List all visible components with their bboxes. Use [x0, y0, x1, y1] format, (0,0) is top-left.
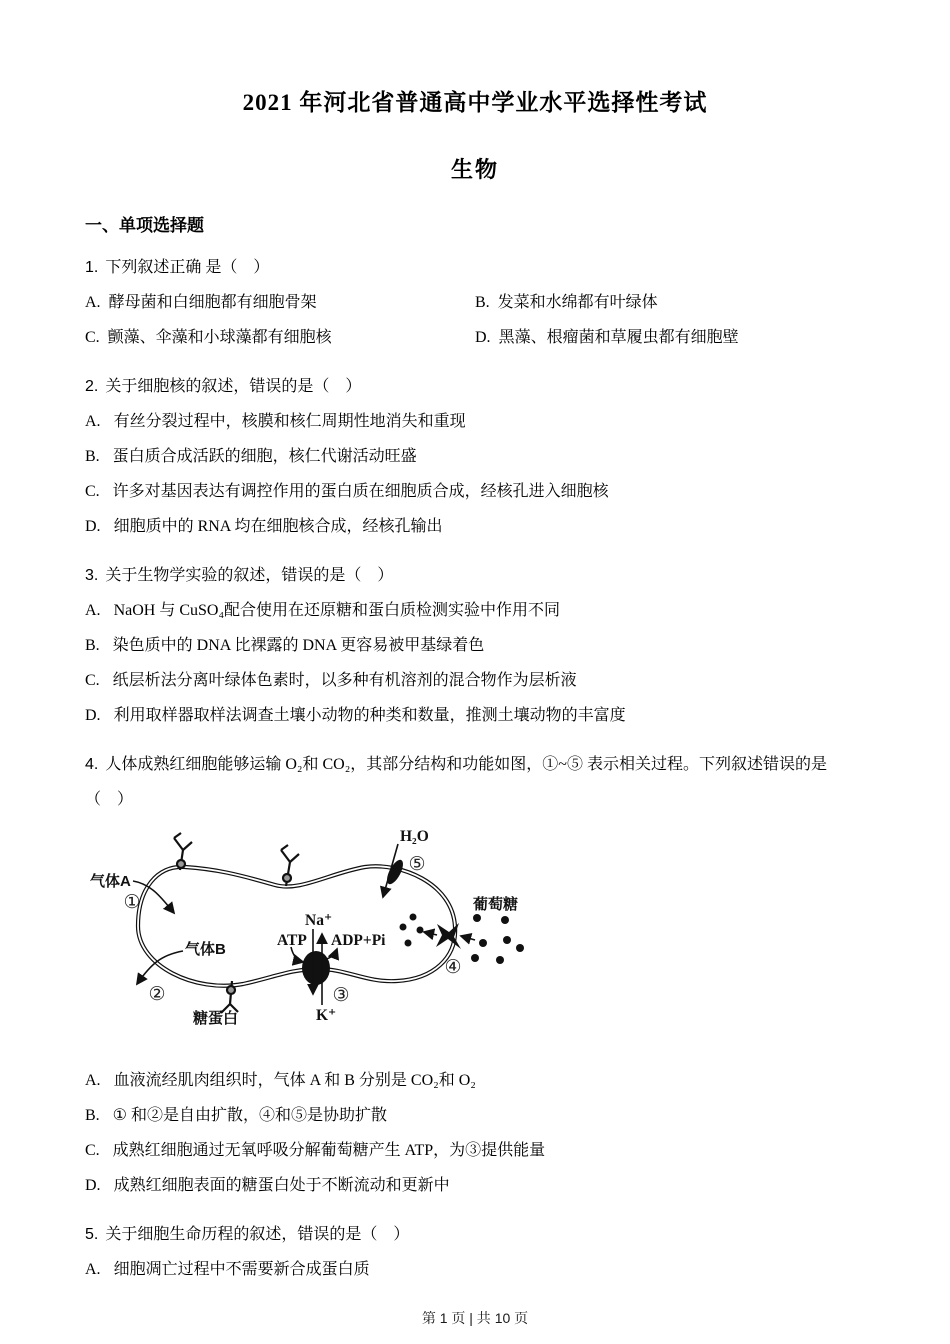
question-number: 2.: [85, 378, 99, 395]
process-4-marker: ④: [444, 957, 462, 978]
section-heading: 一、单项选择题: [85, 216, 204, 235]
option-b: [85, 1098, 865, 1133]
option-b: [475, 285, 865, 320]
option-a: [85, 593, 865, 628]
option-label: C.: [85, 1142, 100, 1159]
option-label: D.: [85, 707, 101, 724]
cell-transport-diagram: [85, 823, 565, 1038]
option-c: [85, 1133, 865, 1168]
question-stem: [85, 558, 865, 593]
option-label: A.: [85, 413, 101, 430]
option-text: 颤藻、伞藻和小球藻都有细胞核: [107, 329, 332, 346]
option-label: D.: [85, 1177, 101, 1194]
option-label: A.: [85, 294, 101, 311]
question-stem-text: 人体成熟红细胞能够运输 O₂和 CO₂，其部分结构和功能如图，①~⑤ 表示相关过程。下列叙述错误的是: [105, 756, 827, 773]
option-row: [85, 285, 865, 320]
page-subtitle: 生物: [450, 157, 499, 182]
water-label: H₂O: [400, 828, 429, 845]
question-stem: [85, 747, 865, 782]
question-stem: [85, 1217, 865, 1252]
question-1: [85, 250, 865, 355]
option-label: D.: [85, 518, 101, 535]
option-d: [85, 1168, 865, 1203]
question-4: [85, 747, 865, 1203]
page-footer: 第 1 页 | 共 10 页: [421, 1310, 529, 1326]
option-b: [85, 628, 865, 663]
option-label: B.: [85, 1107, 100, 1124]
question-2: [85, 369, 865, 544]
adp-pi-label: ADP+Pi: [331, 932, 386, 949]
sodium-label: Na⁺: [305, 912, 333, 929]
option-text: 蛋白质合成活跃的细胞，核仁代谢活动旺盛: [112, 448, 417, 465]
question-5: [85, 1217, 865, 1287]
option-label: C.: [85, 672, 100, 689]
option-label: C.: [85, 329, 100, 346]
option-row: [85, 320, 865, 355]
question-number: 1.: [85, 259, 99, 276]
option-text: 成熟红细胞通过无氧呼吸分解葡萄糖产生 ATP，为③提供能量: [112, 1142, 546, 1159]
option-label: B.: [85, 448, 100, 465]
question-stem-text: 下列叙述正确 是（ ）: [105, 259, 270, 276]
option-b: [85, 439, 865, 474]
question-stem-text: 关于细胞核的叙述，错误的是（ ）: [105, 378, 362, 395]
question-3: [85, 558, 865, 733]
question-number: 5.: [85, 1226, 99, 1243]
option-a: [85, 404, 865, 439]
atp-label: ATP: [277, 932, 307, 949]
option-c: [85, 320, 475, 355]
question-number: 4.: [85, 756, 99, 773]
option-label: A.: [85, 602, 101, 619]
option-label: A.: [85, 1261, 101, 1278]
process-2-marker: ②: [148, 984, 166, 1005]
option-text: 有丝分裂过程中，核膜和核仁周期性地消失和重现: [113, 413, 466, 430]
option-label: D.: [475, 329, 491, 346]
option-text: 染色质中的 DNA 比裸露的 DNA 更容易被甲基绿着色: [112, 637, 485, 654]
glucose-label: 葡萄糖: [473, 896, 519, 913]
glycoprotein-structure: [174, 833, 192, 870]
option-c: [85, 474, 865, 509]
gas-a-label: 气体A: [90, 873, 131, 890]
option-a: [85, 1063, 865, 1098]
option-label: C.: [85, 483, 100, 500]
question-stem-cont: （ ）: [85, 791, 134, 808]
option-d: [85, 698, 865, 733]
option-label: B.: [475, 294, 490, 311]
option-d: [85, 509, 865, 544]
question-stem: [85, 369, 865, 404]
option-a: [85, 285, 475, 320]
question-number: 3.: [85, 567, 99, 584]
option-a: [85, 1252, 865, 1287]
option-text: 酵母菌和白细胞都有细胞骨架: [108, 294, 317, 311]
cell-membrane: [138, 866, 455, 985]
glycoprotein-label: 糖蛋白: [193, 1010, 239, 1027]
option-text: ① 和②是自由扩散，④和⑤是协助扩散: [112, 1107, 388, 1124]
option-label: A.: [85, 1072, 101, 1089]
option-text: 利用取样器取样法调查土壤小动物的种类和数量，推测土壤动物的丰富度: [113, 707, 626, 724]
option-text: 细胞质中的 RNA 均在细胞核合成，经核孔输出: [113, 518, 443, 535]
option-text: 血液流经肌肉组织时，气体 A 和 B 分别是 CO₂和 O₂: [113, 1072, 476, 1089]
option-text: 发菜和水绵都有叶绿体: [497, 294, 658, 311]
option-d: [475, 320, 865, 355]
process-1-marker: ①: [123, 892, 141, 913]
option-text: 黑藻、根瘤菌和草履虫都有细胞壁: [498, 329, 739, 346]
option-text: NaOH 与 CuSO₄配合使用在还原糖和蛋白质检测实验中作用不同: [113, 602, 561, 619]
glycoprotein-structure: [281, 845, 299, 886]
question-stem: [85, 250, 865, 285]
question-stem-text: 关于生物学实验的叙述，错误的是（ ）: [105, 567, 394, 584]
page-title: 2021 年河北省普通高中学业水平选择性考试: [242, 90, 708, 115]
option-text: 细胞凋亡过程中不需要新合成蛋白质: [113, 1261, 370, 1278]
sodium-potassium-pump: [302, 951, 330, 985]
option-label: B.: [85, 637, 100, 654]
potassium-label: K⁺: [316, 1007, 337, 1024]
gas-b-label: 气体B: [185, 941, 226, 958]
glucose-molecules-outside: [471, 914, 524, 964]
option-text: 成熟红细胞表面的糖蛋白处于不断流动和更新中: [113, 1177, 450, 1194]
process-3-marker: ③: [332, 985, 350, 1006]
option-text: 许多对基因表达有调控作用的蛋白质在细胞质合成，经核孔进入细胞核: [112, 483, 609, 500]
process-5-marker: ⑤: [408, 854, 426, 875]
option-text: 纸层析法分离叶绿体色素时，以多种有机溶剂的混合物作为层析液: [112, 672, 577, 689]
question-stem-text: 关于细胞生命历程的叙述，错误的是（ ）: [105, 1226, 410, 1243]
option-c: [85, 663, 865, 698]
